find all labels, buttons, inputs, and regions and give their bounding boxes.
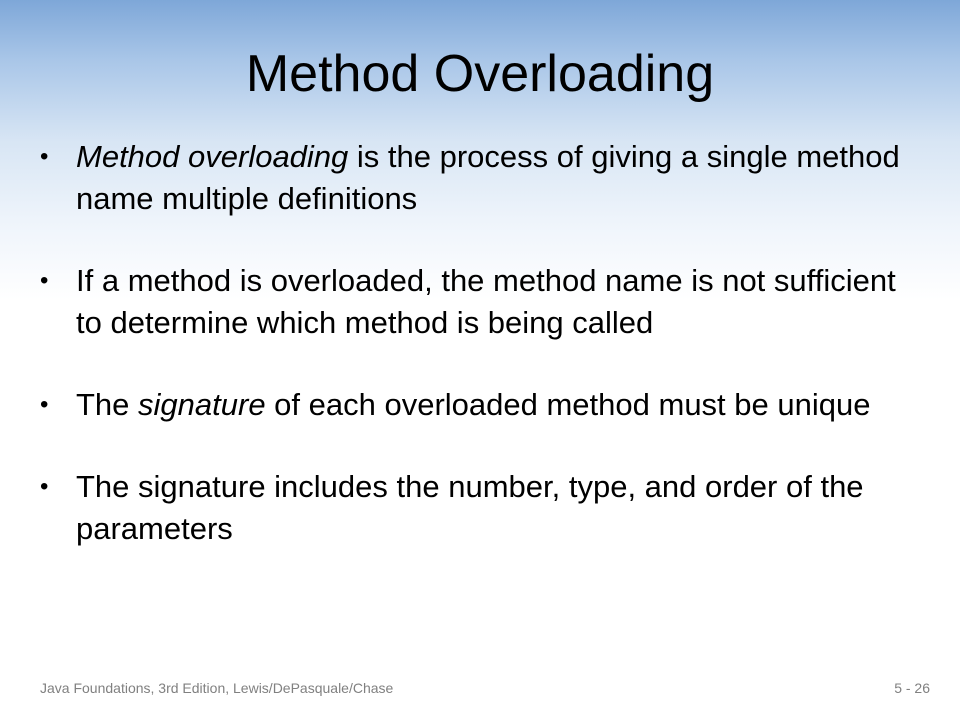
slide-title: Method Overloading — [245, 45, 715, 103]
bullet-text-pre: The — [76, 387, 139, 422]
bullet-item — [40, 466, 920, 550]
bullet-dot-icon: • — [40, 391, 49, 418]
bullet-list — [40, 136, 920, 550]
bullet-item — [40, 136, 920, 220]
bullet-text: is the process of giving a single method name multiple definitions — [76, 139, 900, 216]
bullet-dot-icon: • — [40, 143, 49, 170]
bullet-italic-term: Method overloading — [76, 139, 349, 174]
bullet-text: The signature includes the number, type, and order of the parameters — [76, 469, 864, 546]
bullet-dot-icon: • — [40, 267, 49, 294]
bullet-dot-icon: • — [40, 473, 49, 500]
footer-page-number: 5 - 26 — [894, 680, 930, 696]
bullet-text-post: of each overloaded method must be unique — [265, 387, 871, 422]
footer-source: Java Foundations, 3rd Edition, Lewis/DePasquale/Chase — [40, 680, 394, 696]
bullet-item — [40, 260, 920, 344]
bullet-item — [40, 384, 920, 426]
bullet-italic-term: signature — [138, 387, 266, 422]
bullet-text: If a method is overloaded, the method name is not sufficient to determine which method is being called — [76, 263, 896, 340]
